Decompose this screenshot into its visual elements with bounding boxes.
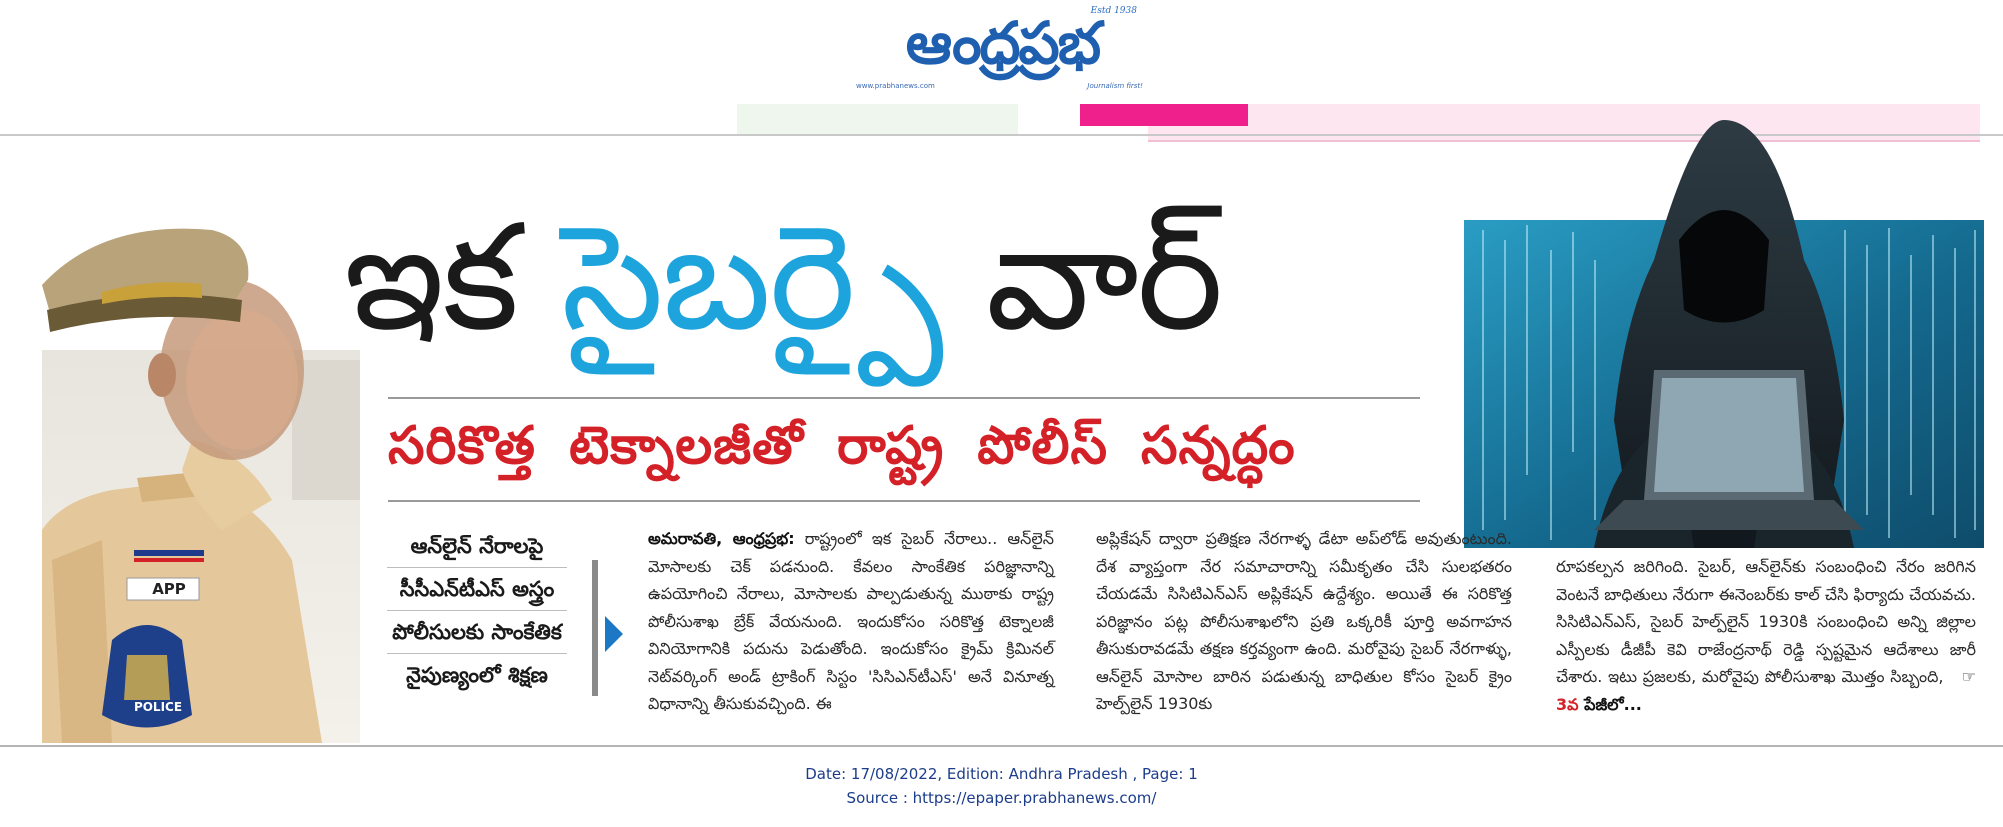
- article-column-1: [648, 525, 1054, 718]
- masthead-tagline: Journalism first!: [1087, 82, 1143, 90]
- logo-text: ఆంధ్రప్రభ: [905, 9, 1100, 77]
- side-point: పోలీసులకు సాంకేతిక: [392, 620, 562, 644]
- police-patch-text: POLICE: [133, 700, 183, 714]
- footer-source-line[interactable]: Source : https://epaper.prabhanews.com/: [846, 789, 1157, 807]
- article-dateline: అమరావతి, ఆంధ్రప్రభ:: [648, 529, 795, 548]
- headline-rule-bottom: [388, 500, 1420, 502]
- article-column-2-text: అప్లికేషన్ ద్వారా ప్రతిక్షణ నేరగాళ్ళ డేటా అప్‌లోడ్ అవుతుంటుంది. దేశ వ్యాప్తంగా నేర సమాచారాన్ని సమీకృతం చేసి సులభతరం చేయడమే సిసిటిఎన్‌ఎస్ అప్లికేషన్ ఉద్దేశ్యం. అయితే ఈ సరికొత్త పరిజ్ఞానం పట్ల పోలీసుశాఖలోని ప్రతి ఒక్కరికీ పూర్తి అవగాహన తీసుకురావడమే తక్షణ కర్తవ్యంగా ఉంది. మరోవైపు సైబర్ నేరగాళ్ళు, ఆన్‌లైన్ మోసాల బారిన పడుతున్న బాధితుల కోసం సైబర్ క్రైం హెల్ప్‌లైన్ 1930కు: [1096, 529, 1512, 713]
- arrow-right-icon: [605, 616, 623, 652]
- top-strip-green: [737, 104, 1018, 136]
- masthead-logo: [850, 6, 1155, 90]
- continued-label: పేజీలో...: [1584, 694, 1642, 714]
- points-divider-bar: [592, 560, 598, 696]
- police-officer-photo: [42, 200, 360, 743]
- side-points: [368, 525, 586, 696]
- headline-part-1: ఇక: [344, 193, 562, 363]
- headline-part-3: పై వార్: [941, 193, 1222, 363]
- article-column-2: [1096, 525, 1512, 718]
- headline-rule-top: [388, 397, 1420, 399]
- side-point: సీసీఎన్‌టీఎస్ అస్త్రం: [399, 577, 555, 601]
- article-column-3-text: రూపకల్పన జరిగింది. సైబర్, ఆన్‌లైన్‌కు సంబంధించి నేరం జరిగిన వెంటనే బాధితులు నేరుగా ఈనెంబర్‌కు కాల్ చేసి ఫిర్యాదు చేయవచు. సిసిటిఎన్‌ఎస్, సైబర్ హెల్ప్‌లైన్ 1930కి సంబంధించి అన్ని జిల్లాల ఎస్పీలకు డీజీపీ కెవి రాజేంద్రనాథ్ రెడ్డి స్పష్టమైన ఆదేశాలు జారీ చేశారు. ఇటు ప్రజలకు, మరోవైపు పోలీసుశాఖ మొత్తం సిబ్బంది,: [1556, 557, 1976, 686]
- top-strip-magenta: [1080, 104, 1248, 126]
- footer: [0, 762, 2003, 810]
- footer-date-line: Date: 17/08/2022, Edition: Andhra Pradesh , Page: 1: [805, 765, 1198, 783]
- headline: [344, 178, 1414, 388]
- estd-label: Estd 1938: [1090, 6, 1137, 16]
- masthead-url: www.prabhanews.com: [856, 82, 935, 90]
- headline-part-2: సైబర్: [561, 193, 942, 363]
- side-point: నైపుణ్యంలో శిక్షణ: [406, 663, 548, 687]
- article-column-3: [1556, 553, 1976, 718]
- continued-page: 3వ: [1556, 694, 1579, 714]
- side-point: ఆన్‌లైన్ నేరాలపై: [410, 534, 544, 558]
- subheadline: సరికొత్త టెక్నాలజీతో రాష్ట్ర పోలీస్ సన్నద్ధం: [388, 416, 1296, 476]
- pointing-hand-icon: ☞: [1961, 667, 1976, 686]
- bottom-divider: [0, 745, 2003, 747]
- cap-badge-text: APP: [152, 580, 186, 598]
- hacker-photo: [1464, 120, 1984, 548]
- article-column-1-text: రాష్ట్రంలో ఇక సైబర్ నేరాలు.. ఆన్‌లైన్ మోసాలకు చెక్ పడనుంది. కేవలం సాంకేతిక పరిజ్ఞానాన్ని ఉపయోగించి నేరాలు, మోసాలకు పాల్పడుతున్న ముఠాకు రాష్ట్ర పోలీసుశాఖ బ్రేక్ వేయనుంది. ఇందుకోసం సరికొత్త టెక్నాలజీ వినియోగానికి పదును పెడుతోంది. ఇందుకోసం క్రైమ్ క్రిమినల్ నెట్‌వర్కింగ్ అండ్ ట్రాకింగ్ సిస్టం 'సిసిఎన్‌టీఎస్' అనే వినూత్న విధానాన్ని తీసుకువచ్చింది. ఈ: [648, 529, 1054, 713]
